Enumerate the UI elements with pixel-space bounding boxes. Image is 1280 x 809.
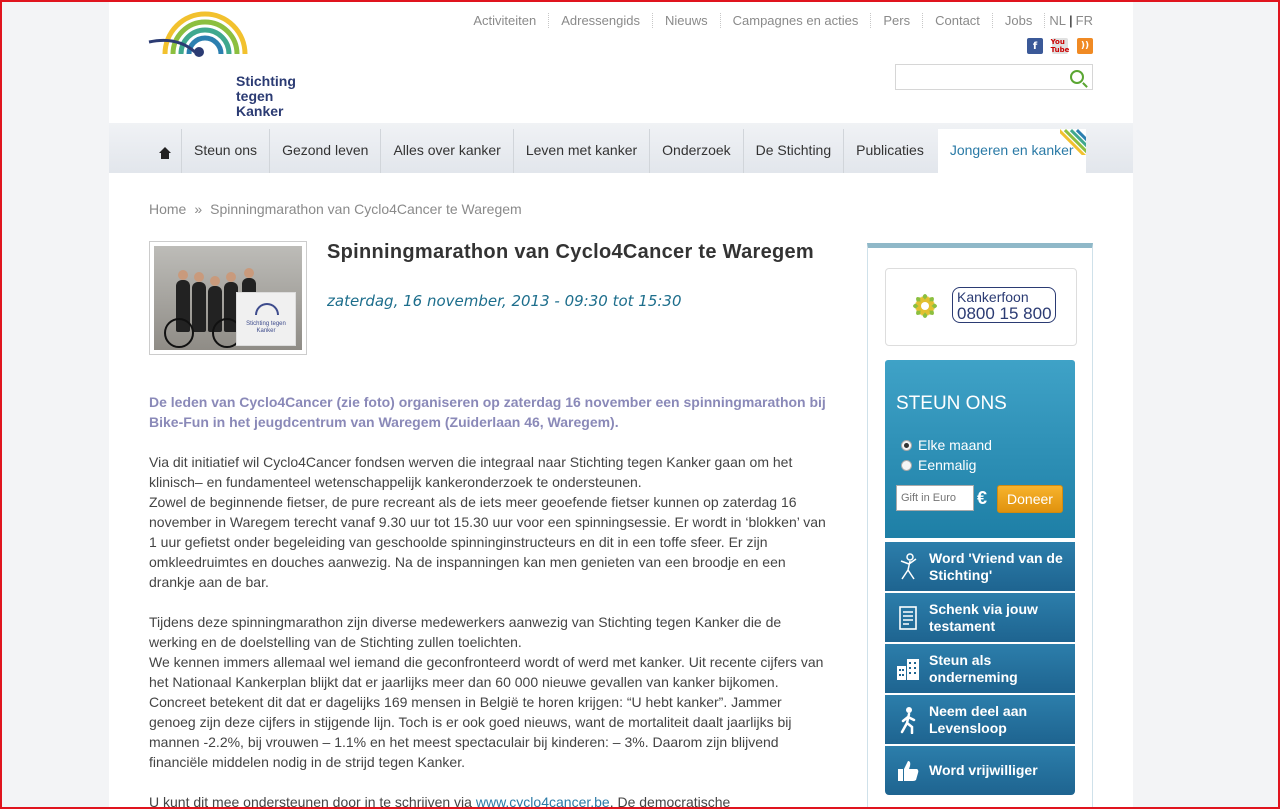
site-logo[interactable] — [147, 8, 307, 119]
breadcrumb — [149, 201, 522, 217]
logo-line1: Stichting — [236, 73, 296, 89]
corner-stripes-icon — [1060, 129, 1086, 155]
link-levensloop[interactable] — [885, 695, 1075, 744]
sidebar — [867, 243, 1093, 809]
search-box — [895, 64, 1093, 90]
paragraph-text: . De democratische — [609, 794, 731, 809]
photo-flag — [236, 292, 296, 346]
nav-jongeren-label: Jongeren en kanker — [949, 142, 1074, 158]
flag-logo-icon — [255, 303, 279, 315]
article-photo — [149, 241, 307, 355]
kankerfoon-label — [952, 287, 1056, 323]
photo-person — [192, 282, 206, 332]
kankerfoon-flower-icon — [902, 283, 948, 329]
topnav-contact[interactable]: Contact — [923, 13, 993, 28]
article-paragraph — [149, 612, 831, 772]
person-celebrate-icon — [891, 547, 925, 587]
radio-monthly[interactable] — [901, 437, 992, 453]
cyclists-photo — [154, 246, 302, 350]
search-input[interactable] — [900, 66, 1064, 90]
walker-icon — [891, 700, 925, 740]
home-icon — [159, 147, 171, 153]
rss-icon[interactable]: )) — [1077, 38, 1093, 54]
top-navigation — [461, 13, 1093, 28]
topnav-adressengids[interactable]: Adressengids — [549, 13, 653, 28]
cyclo4cancer-link[interactable]: www.cyclo4cancer.be — [475, 794, 610, 809]
topnav-campagnes[interactable]: Campagnes en acties — [721, 13, 872, 28]
radio-monthly-label: Elke maand — [918, 437, 992, 453]
nav-gezond-leven[interactable]: Gezond leven — [270, 129, 381, 173]
link-testament[interactable] — [885, 593, 1075, 642]
link-vriend[interactable] — [885, 542, 1075, 591]
buildings-icon — [891, 649, 925, 689]
facebook-icon[interactable]: f — [1027, 38, 1043, 54]
link-onderneming[interactable] — [885, 644, 1075, 693]
paragraph-text: Zowel de beginnende fietser, de pure recreant als de iets meer geoefende fietser kunnen op zaterdag 16 november in Waregem terecht vanaf 9.30 uur tot 15.30 uur voor een spinningsessie. Er wordt in ‘blokken’ van 1 uur gefietst onder begeleiding van geschoolde spinninginstructeurs en dit in een toffe sfeer. Er zijn omkleedruimtes en douches aanwezig. Na de inspanningen kan men genieten van een broodje en een drankje aan de bar. — [149, 494, 826, 590]
nav-home[interactable] — [149, 129, 182, 173]
gift-amount-input[interactable] — [896, 485, 974, 511]
nav-onderzoek[interactable]: Onderzoek — [650, 129, 743, 173]
donate-button[interactable]: Doneer — [997, 485, 1063, 513]
language-switcher — [1049, 13, 1093, 28]
article-paragraph — [149, 792, 831, 809]
thumbs-up-icon — [891, 751, 925, 791]
logo-line2: tegen Kanker — [236, 88, 284, 119]
link-label: Word 'Vriend van de Stichting' — [929, 549, 1063, 583]
article-lead: De leden van Cyclo4Cancer (zie foto) organiseren op zaterdag 16 november een spinningmarathon bij Bike-Fun in het jeugdcentrum van Waregem (Zuiderlaan 46, Waregem). — [149, 394, 826, 430]
nav-steun-ons[interactable]: Steun ons — [182, 129, 270, 173]
link-label: Schenk via jouw testament — [929, 600, 1038, 634]
topnav-activiteiten[interactable]: Activiteiten — [461, 13, 549, 28]
link-label: Word vrijwilliger — [929, 762, 1038, 778]
donate-title: STEUN ONS — [896, 393, 1007, 414]
breadcrumb-separator: » — [194, 201, 203, 217]
euro-sign: € — [977, 488, 988, 508]
kankerfoon-name: Kankerfoon — [957, 289, 1029, 305]
logo-arcs-icon — [147, 8, 257, 68]
search-icon[interactable] — [1070, 70, 1084, 84]
radio-once-label: Eenmalig — [918, 457, 977, 473]
radio-once[interactable] — [901, 457, 976, 473]
topnav-pers[interactable]: Pers — [871, 13, 923, 28]
paragraph-text: Via dit initiatief wil Cyclo4Cancer fondsen werven die integraal naar Stichting tegen Kanker gaan om het klinisch– en fundamenteel wetenschappelijk kankeronderzoek te ondersteunen. — [149, 454, 793, 490]
topnav-nieuws[interactable]: Nieuws — [653, 13, 721, 28]
social-links — [1027, 38, 1093, 54]
article-date: zaterdag, 16 november, 2013 - 09:30 tot 15:30 — [327, 292, 682, 310]
youtube-icon[interactable]: You Tube — [1050, 38, 1070, 54]
nav-publicaties[interactable]: Publicaties — [856, 142, 924, 158]
radio-unchecked-icon[interactable] — [901, 460, 912, 471]
link-label: Neem deel aan Levensloop — [929, 702, 1028, 736]
document-icon — [891, 598, 925, 638]
support-links — [885, 542, 1075, 797]
logo-text — [236, 74, 307, 119]
article-body — [149, 392, 831, 809]
nav-de-stichting[interactable]: De Stichting — [744, 129, 844, 173]
paragraph-text: Tijdens deze spinningmarathon zijn diverse medewerkers aanwezig van Stichting tegen Kanker die de werking en de doelstelling van de Stichting zullen toelichten. — [149, 614, 782, 650]
kankerfoon-banner[interactable] — [885, 268, 1077, 346]
photo-flag-text: Stichting tegen Kanker — [246, 321, 286, 334]
kankerfoon-number: 0800 15 800 — [957, 304, 1052, 323]
lang-fr[interactable]: FR — [1075, 13, 1093, 28]
page — [109, 0, 1133, 809]
nav-alles-over-kanker[interactable]: Alles over kanker — [381, 129, 513, 173]
breadcrumb-home[interactable]: Home — [149, 201, 187, 217]
nav-jongeren-en-kanker[interactable] — [938, 129, 1086, 173]
paragraph-text: We kennen immers allemaal wel iemand die geconfronteerd wordt of werd met kanker. Uit recente cijfers van het Nationaal Kankerplan blijkt dat er jaarlijks meer dan 60 000 nieuwe gevallen van kanker bijkomen. Concreet betekent dit dat er dagelijks 169 mensen in België te horen krijgen: “U hebt kanker”. Jammer genoeg zijn deze cijfers in stijgende lijn. Toch is er ook goed nieuws, want de mortaliteit daalt jaarlijks bij mannen -2.2%, bij vrouwen – 1.1% en het meest spectaculair bij kinderen: – 3%. Daarom zijn blijvend financiële middelen nodig in de strijd tegen Kanker. — [149, 654, 824, 770]
breadcrumb-current: Spinningmarathon van Cyclo4Cancer te Waregem — [210, 201, 522, 217]
main-navigation — [109, 123, 1133, 173]
lang-nl[interactable]: NL — [1049, 13, 1067, 28]
bike-wheel — [164, 318, 194, 348]
lang-separator: | — [1069, 13, 1073, 28]
topnav-jobs[interactable]: Jobs — [993, 13, 1045, 28]
donate-box — [885, 360, 1075, 538]
nav-leven-met-kanker[interactable]: Leven met kanker — [514, 129, 650, 173]
paragraph-text: U kunt dit mee ondersteunen door in te schrijven via — [149, 794, 476, 809]
link-label: Steun als onderneming — [929, 651, 1018, 685]
article-title: Spinningmarathon van Cyclo4Cancer te Waregem — [327, 241, 815, 263]
radio-checked-icon[interactable] — [901, 440, 912, 451]
article-paragraph — [149, 452, 831, 592]
link-vrijwilliger[interactable] — [885, 746, 1075, 795]
